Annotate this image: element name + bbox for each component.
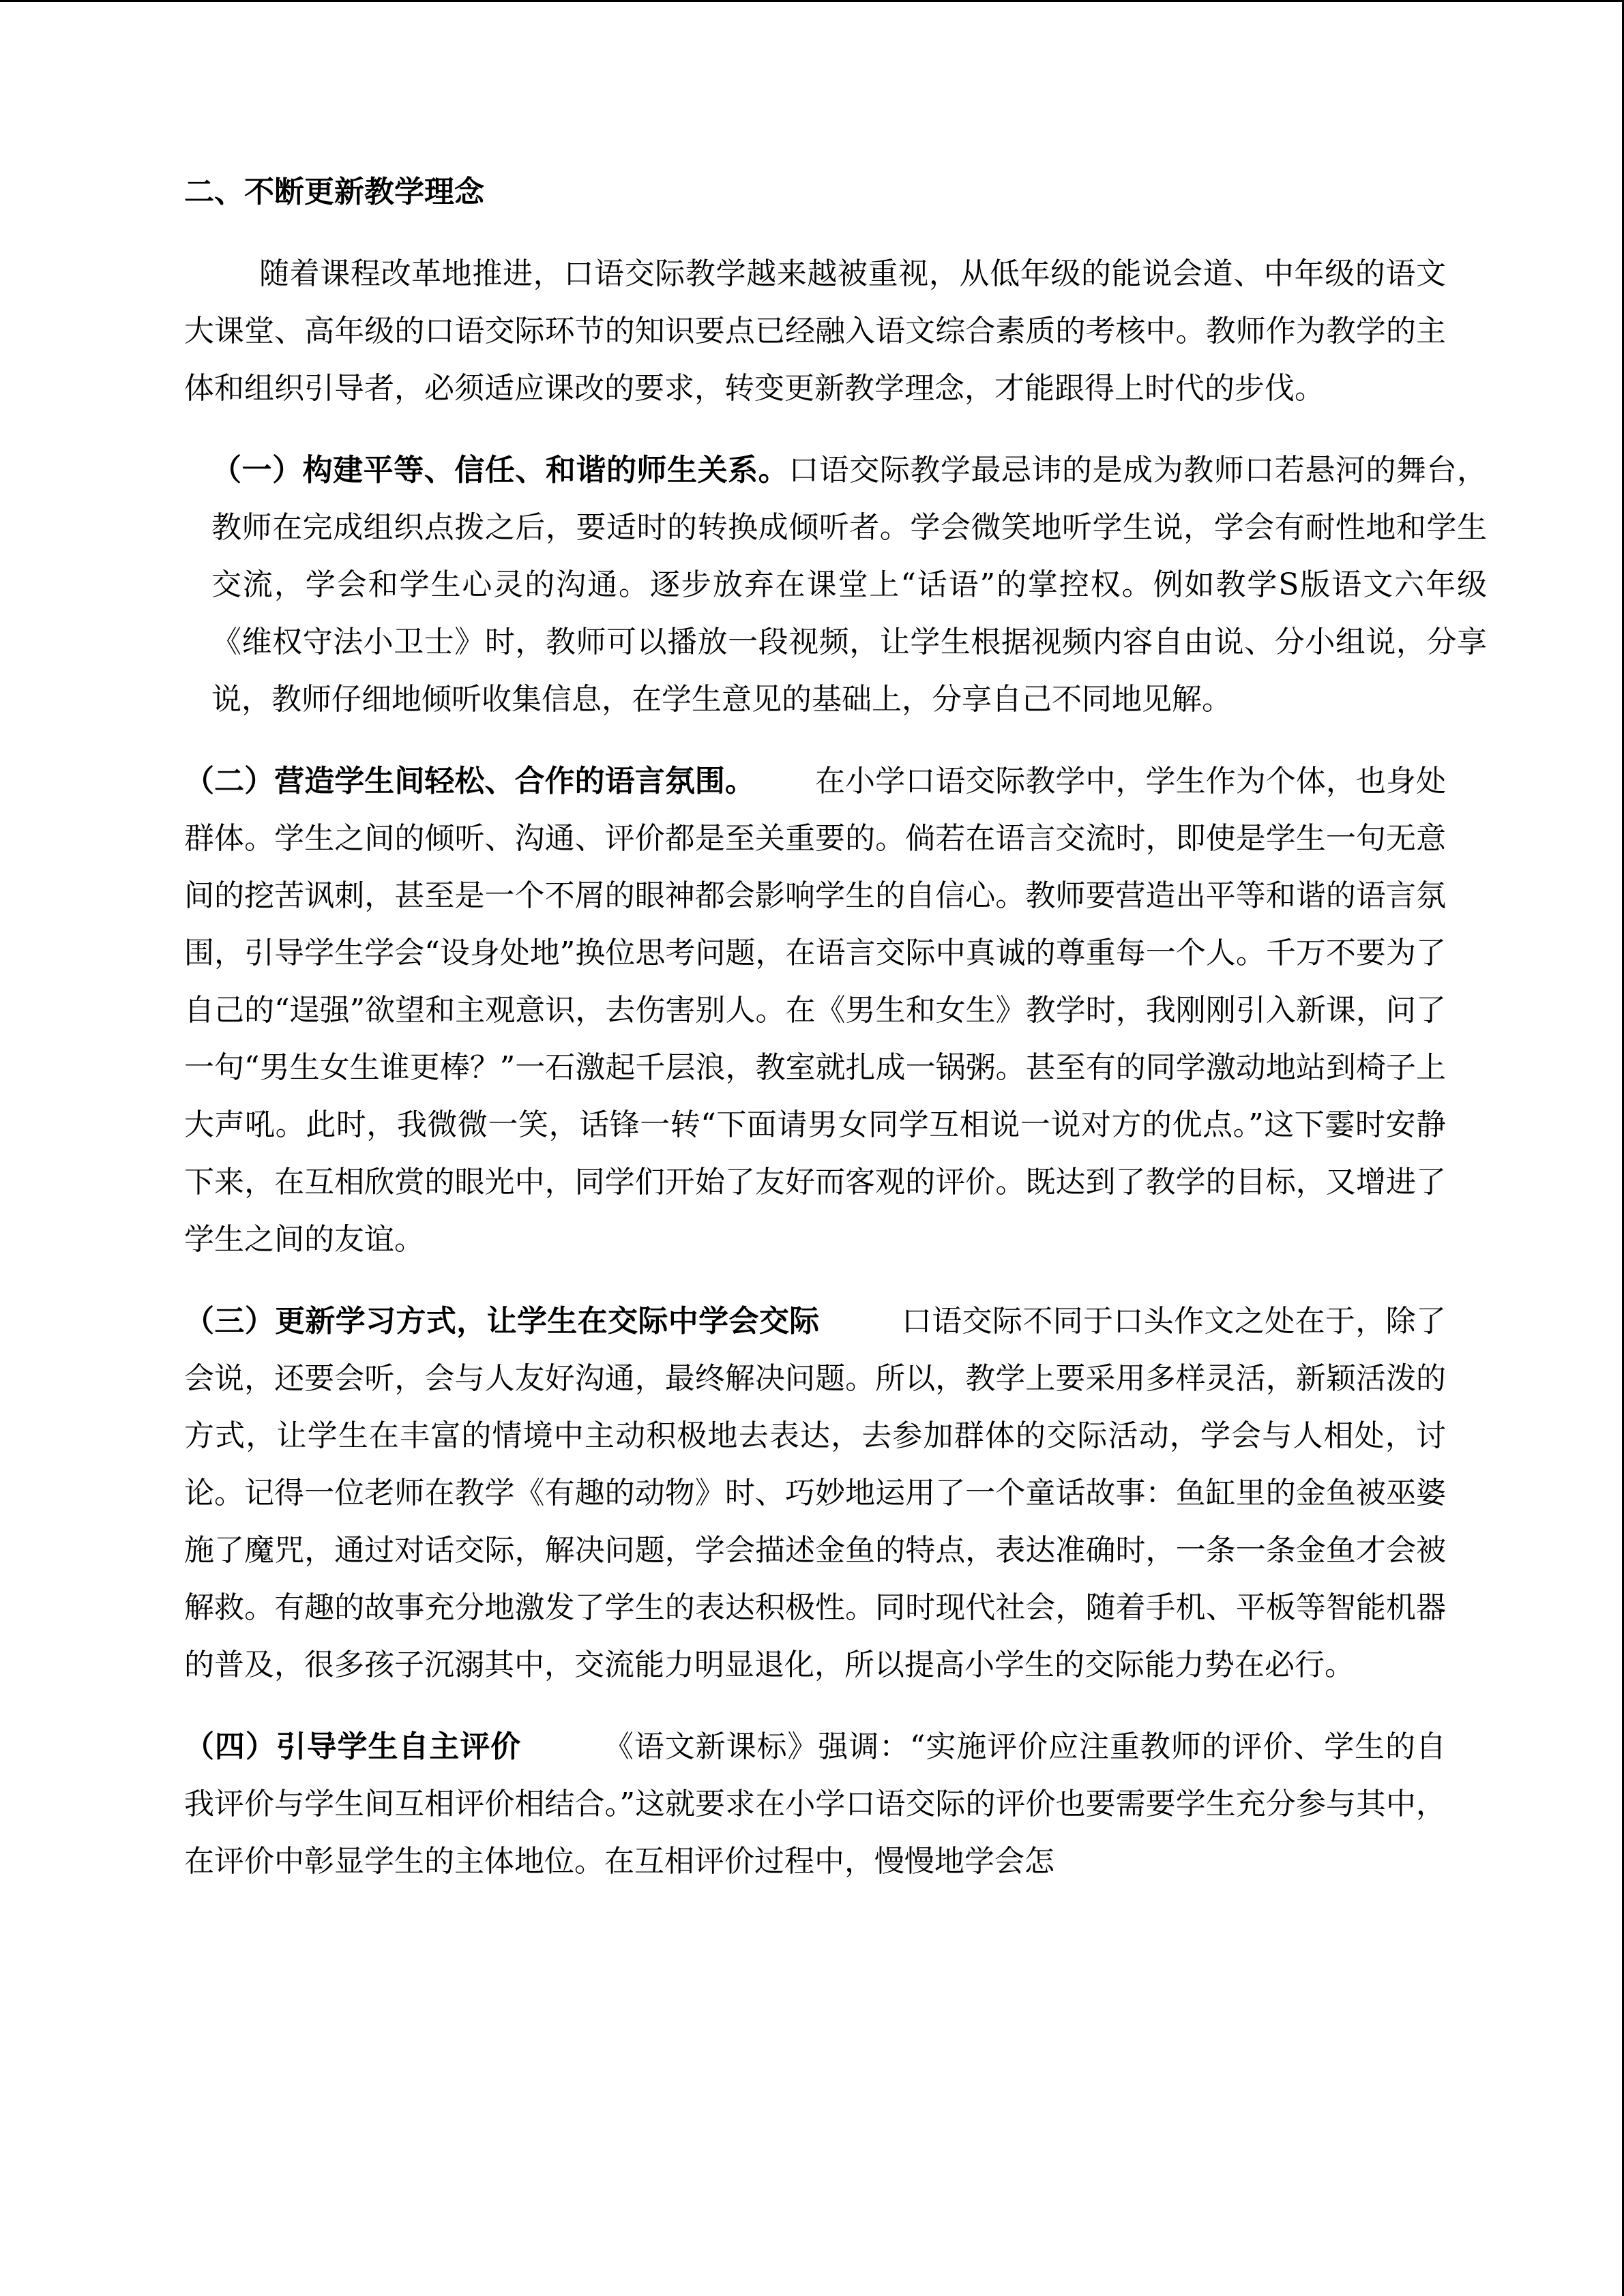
document-page (184, 164, 1488, 1915)
top-border-line (0, 0, 1624, 2)
paragraph-lead: （二）营造学生间轻松、合作的语言氛围。 (184, 764, 755, 799)
paragraph-body: 在小学口语交际教学中，学生作为个体，也身处群体。学生之间的倾听、沟通、评价都是至关重要的。倘若在语言交流时，即使是学生一句无意间的挖苦讽刺，甚至是一个不屑的眼神都会影响学生的自信心。教师要营造出平等和谐的语言氛围，引导学生学会“设身处地”换位思考问题，在语言交际中真诚的尊重每一个人。千万不要为了自己的“逞强”欲望和主观意识，去伤害别人。在《男生和女生》教学时，我刚刚引入新课，问了一句“男生女生谁更棒？”一石激起千层浪，教室就扎成一锅粥。甚至有的同学激动地站到椅子上大声吼。此时，我微微一笑，话锋一转“下面请男女同学互相说一说对方的优点。”这下霎时安静下来，在互相欣赏的眼光中，同学们开始了友好而客观的评价。既达到了教学的目标，又增进了学生之间的友谊。 (184, 764, 1447, 1257)
paragraph-learning-method (184, 1293, 1446, 1694)
paragraph-lead: （四）引导学生自主评价 (184, 1729, 522, 1764)
paragraph-body: 口语交际教学最忌讳的是成为教师口若悬河的舞台，教师在完成组织点拨之后，要适时的转换成倾听者。学会微笑地听学生说，学会有耐性地和学生交流，学会和学生心灵的沟通。逐步放弃在课堂上“话语”的掌控权。例如教学S版语文六年级《维权守法小卫士》时，教师可以播放一段视频，让学生根据视频内容自由说、分小组说，分享说，教师仔细地倾听收集信息，在学生意见的基础上，分享自己不同地见解。 (211, 453, 1488, 717)
paragraph-atmosphere (184, 753, 1446, 1268)
paragraph-body: 口语交际不同于口头作文之处在于，除了会说，还要会听，会与人友好沟通，最终解决问题。所以，教学上要采用多样灵活，新颖活泼的方式，让学生在丰富的情境中主动积极地去表达，去参加群体的交际活动，学会与人相处，讨论。记得一位老师在教学《有趣的动物》时、巧妙地运用了一个童话故事：鱼缸里的金鱼被巫婆施了魔咒，通过对话交际，解决问题，学会描述金鱼的特点，表达准确时，一条一条金鱼才会被解救。有趣的故事充分地激发了学生的表达积极性。同时现代社会，随着手机、平板等智能机器的普及，很多孩子沉溺其中，交流能力明显退化，所以提高小学生的交际能力势在必行。 (184, 1304, 1447, 1682)
paragraph-self-evaluation (184, 1718, 1446, 1890)
paragraph-relationship (184, 442, 1487, 728)
section-heading: 二、不断更新教学理念 (184, 175, 484, 209)
paragraph-lead: （一）构建平等、信任、和谐的师生关系。 (211, 453, 789, 488)
paragraph-lead: （三）更新学习方式，让学生在交际中学会交际 (184, 1304, 820, 1339)
intro-paragraph: 随着课程改革地推进，口语交际教学越来越被重视，从低年级的能说会道、中年级的语文大课堂、高年级的口语交际环节的知识要点已经融入语文综合素质的考核中。教师作为教学的主体和组织引导者，必须适应课改的要求，转变更新教学理念，才能跟得上时代的步伐。 (184, 256, 1446, 406)
paragraph-body: 《语文新课标》强调：“实施评价应注重教师的评价、学生的自我评价与学生间互相评价相结合。”这就要求在小学口语交际的评价也要需要学生充分参与其中，在评价中彰显学生的主体地位。在互相评价过程中，慢慢地学会怎 (184, 1729, 1446, 1879)
